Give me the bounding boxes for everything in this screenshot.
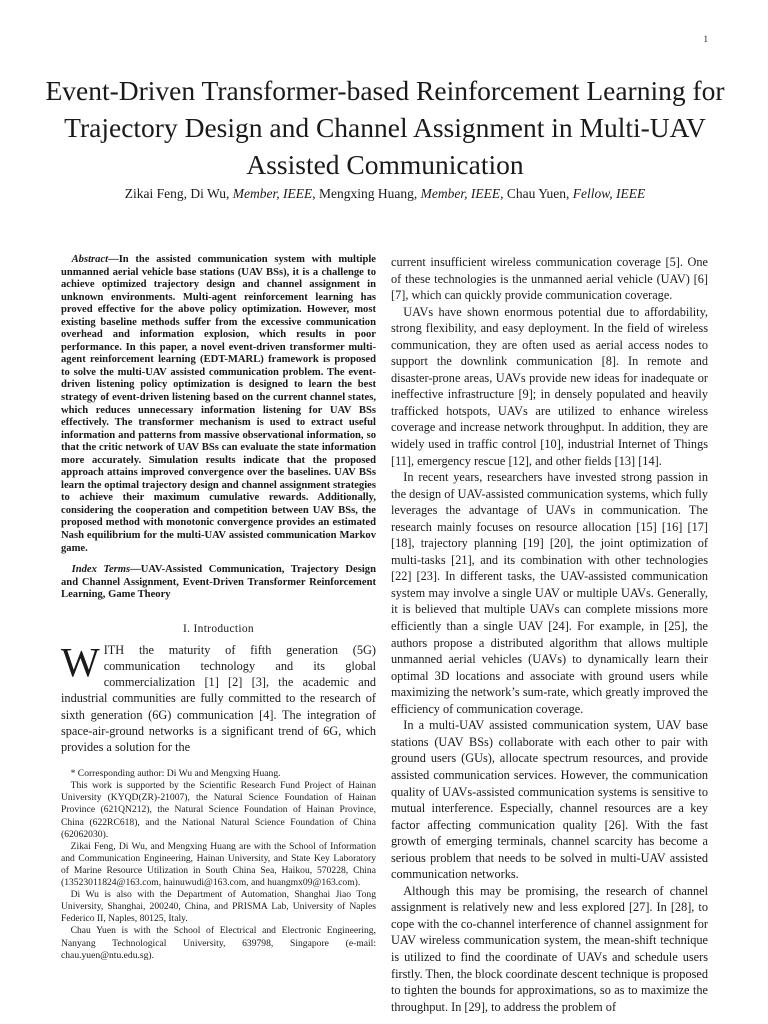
intro-paragraph (61, 638, 376, 755)
footnote-affiliation-yuen: Chau Yuen is with the School of Electrical and Electronic Engineering, Nanyang Technological University, 639798, Singapore (e-mail: chau.yuen@ntu.edu.sg). (61, 925, 376, 961)
intro-text: ITH the maturity of fifth generation (5G) communication technology and its global commercialization [1] [2] [3], the academic and industrial communities are fully committed to the research of sixth generation (6G) communication [4]. The integration of space-air-ground networks is a significant trend of 6G, which provides a solution for the (61, 642, 376, 754)
left-column (61, 254, 376, 962)
section-heading-introduction: I. Introduction (183, 622, 254, 635)
index-terms (61, 564, 376, 602)
body-paragraph: Although this may be promising, the research of channel assignment is relatively new and less explored [27]. In [28], to cope with the co-channel interference of channel assignment for UAV wireless communication system, the mean-shift technique is utilized to find the coordinate of UAVs and schedule users firstly. Then, the block coordinate descent technique is proposed to tighten the bounds for approximations, so as to maximize the throughput. In [29], to address the problem of (391, 883, 708, 1014)
author-names-3: , Chau Yuen, (500, 186, 570, 201)
author-names-1: Zikai Feng, Di Wu, (124, 186, 230, 201)
author-role-3: Fellow, IEEE (572, 186, 646, 201)
author-role-1: Member, IEEE (232, 186, 313, 201)
footnote-affiliation: Zikai Feng, Di Wu, and Mengxing Huang are with the School of Information and Communication Engineering, Hainan University, and State Key Laboratory of Marine Resource Utilization in South China Sea, Haikou, 570228, China (13523011824@163.com, hainuwudi@163.com, and huangmx09@163.com). (61, 840, 376, 889)
body-paragraph: In a multi-UAV assisted communication system, UAV base stations (UAV BSs) collaborate with each other to pair with ground users (GUs), allocate spectrum resources, and provide assisted communication services. However, the communication quality of UAVs-assisted communication systems is sensitive to mutual interference. Especially, channel resources are a key factor affecting communication quality [26]. With the fast growth of emerging terminals, channel scarcity has become a serious problem that needs to be solved in multi-UAV assisted communication networks. (391, 718, 708, 882)
drop-cap: W (61, 638, 100, 685)
index-terms-label: Index Terms (71, 564, 131, 576)
abstract-text: —In the assisted communication system with multiple unmanned aerial vehicle base stations (UAV BSs), it is a challenge to achieve optimized trajectory design and channel assignment in unknown environments. Multi-agent reinforcement learning has proved effective for the above policy optimization. However, most existing baseline methods suffer from the excessive communication overhead and information explosion, which results in poor performance. In this paper, a novel event-driven transformer multi-agent reinforcement learning (EDT-MARL) framework is proposed to solve the multi-UAV assisted communication problem. The event-driven listening policy optimization is designed to learn the best strategy of event-driven listening based on the current channel states, which reduces unnecessary information listening for UAV BSs effectively. The transformer mechanism is used to extract useful information and patterns from massive observational information, so that the critic network of UAV BSs can evaluate the state information more accurately. Simulation results indicate that the proposed approach attains improved convergence over the baselines. UAV BSs learn the optimal trajectory design and channel assignment strategies to achieve their maximum cumulative rewards. Additionally, considering the cooperation and competition between UAV BSs, the proposed method with monotonic convergence provides an estimated Nash equilibrium for the multi-UAV assisted communication Markov game. (61, 254, 376, 554)
body-paragraph: current insufficient wireless communication coverage [5]. One of these technologies is the unmanned aerial vehicle (UAV) [6] [7], which can quickly provide communication coverage. (391, 255, 708, 303)
footnote-affiliation-wu: Di Wu is also with the Department of Automation, Shanghai Jiao Tong University, Shanghai, 200240, China, and PRISMA Lab, University of Naples Federico II, Naples, 80125, Italy. (61, 889, 376, 925)
author-role-2: Member, IEEE (420, 186, 501, 201)
paper-title: Event-Driven Transformer-based Reinforcement Learning for Trajectory Design and Channel Assignment in Multi-UAV Assisted Communication (45, 75, 725, 180)
body-paragraph: In recent years, researchers have invested strong passion in the design of UAV-assisted communication systems, which fully leverages the advantage of UAVs in communication. The research mainly focuses on resource allocation [15] [16] [17] [18], trajectory planning [19] [20], the joint optimization of multi-tasks [21], and its combination with other technologies [22] [23]. In different tasks, the UAV-assisted communication system may involve a single UAV or multiple UAVs. Generally, it is believed that multiple UAVs can complete missions more efficiently than a single UAV [24]. For example, in [25], the authors propose a distributed algorithm that allows multiple unmanned aerial vehicles (UAVs) to dynamically learn their optimal 3D locations and associate with ground users while maximizing the network’s sum-rate, which greatly improved the efficiency of communication coverage. (391, 470, 708, 716)
footnote-corresponding: * Corresponding author: Di Wu and Mengxing Huang. (70, 768, 281, 780)
body-paragraph: UAVs have shown enormous potential due to affordability, strong flexibility, and easy deployment. In the field of wireless communication, they are often used as aerial access nodes to support the downlink communication [8]. In remote and disaster-prone areas, UAVs provide new ideas for inadequate or ineffective infrastructure [9]; in densely populated and heavily trafficked hotspots, UAVs are utilized to enhance wireless coverage and increase network throughput. In addition, they are widely used in traffic control [10], industrial Internet of Things [11], emergency rescue [12], and other fields [13] [14]. (391, 304, 708, 468)
abstract-label: Abstract (71, 254, 109, 265)
author-names-2: , Mengxing Huang, (312, 186, 418, 201)
abstract (61, 254, 376, 555)
footnotes (61, 768, 376, 962)
footnote-funding: This work is supported by the Scientific Research Fund Project of Hainan University (KYQD(ZR)-21007), the Natural Science Foundation of Hainan Province (621QN212), the Natural Science Foundation of Hainan Province, China (622RC618), and the National Natural Science Foundation of China (62062030). (61, 780, 376, 840)
right-column (391, 254, 708, 1015)
author-line (40, 186, 730, 202)
index-terms-text: —UAV-Assisted Communication, Trajectory Design and Channel Assignment, Event-Driven Transformer Reinforcement Learning, Game Theory (61, 564, 376, 601)
page-number: 1 (703, 34, 708, 44)
